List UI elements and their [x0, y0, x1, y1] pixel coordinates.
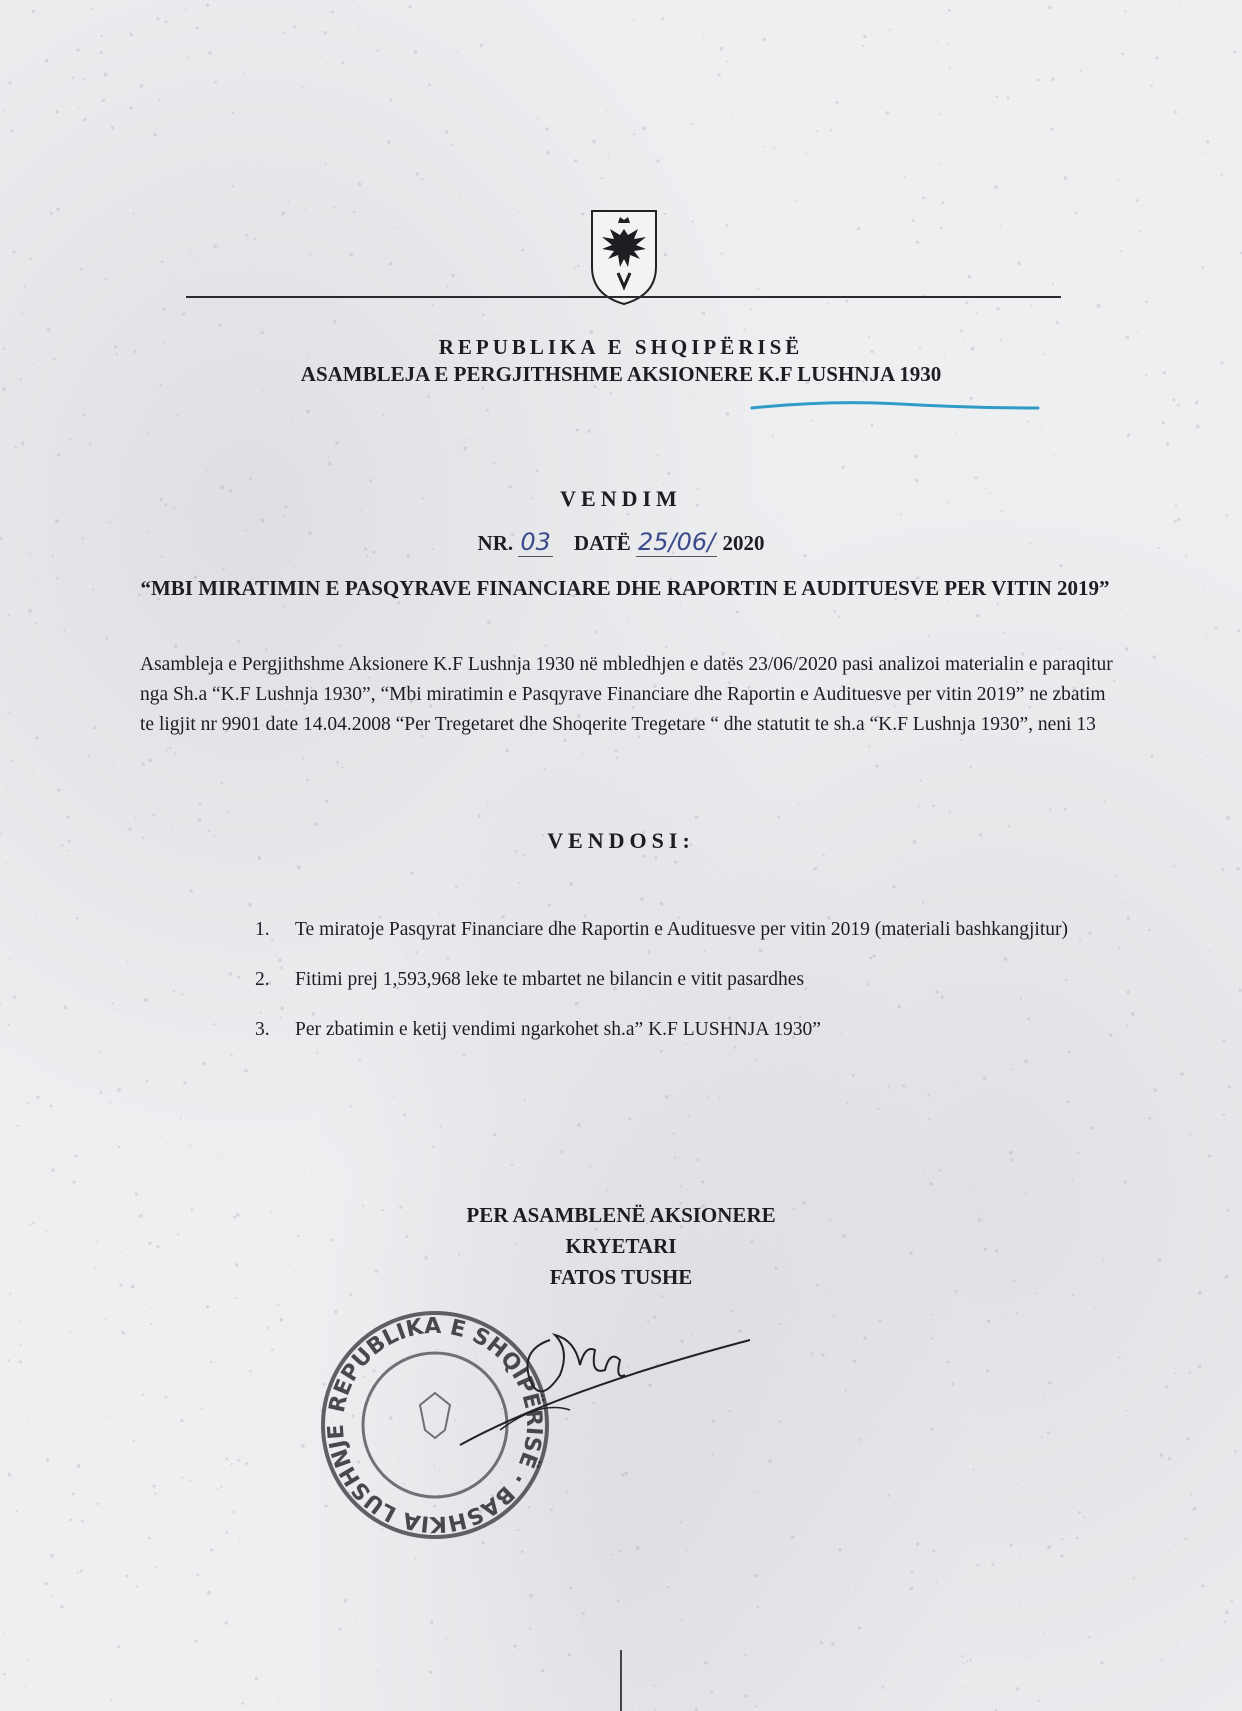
decisions-list — [255, 915, 1075, 1065]
decision-item-1 — [255, 915, 1075, 945]
date-handwritten: 25/06/ — [637, 528, 716, 556]
republic-title: REPUBLIKA E SHQIPËRISË — [438, 335, 804, 359]
preamble-paragraph: Asambleja e Pergjithshme Aksionere K.F Lushnja 1930 në mbledhjen e datës 23/06/2020 pasi analizoi materialin e paraqitur nga Sh.a “K.F Lushnja 1930”, “Mbi miratimin e Pasqyrave Financiare dhe Raportin e Audituesve per vitin 2019” ne zbatim te ligjit nr 9901 date 14.04.2008 “Per Tregetaret dhe Shoqerite Tregetare “ dhe statutit te sh.a “K.F Lushnja 1930”, neni 13 — [140, 654, 1113, 735]
decision-number: 2. — [255, 969, 270, 990]
signature-line-2: KRYETARI — [565, 1234, 677, 1258]
coat-of-arms-emblem — [588, 207, 660, 307]
signature-line-3: FATOS TUSHE — [549, 1265, 693, 1289]
decision-number: 3. — [255, 1019, 270, 1040]
svg-text:REPUBLIKA E SHQIPËRISË · BASHK: REPUBLIKA E SHQIPËRISË · BASHKIA LUSHNJE — [323, 1313, 547, 1537]
decision-text: Per zbatimin e ketij vendimi ngarkohet sh.a” K.F LUSHNJA 1930” — [295, 1019, 821, 1040]
signature-block — [0, 1200, 1242, 1293]
decision-number: 1. — [255, 919, 270, 940]
vendosi-heading: VENDOSI: — [547, 828, 695, 853]
decision-year: 2020 — [722, 531, 765, 555]
nr-label: NR. — [477, 531, 514, 555]
decision-item-3 — [255, 1015, 1075, 1045]
decision-text: Te miratoje Pasqyrat Financiare dhe Raportin e Audituesve per vitin 2019 (materiali bashkangjitur) — [295, 919, 1069, 940]
date-label: DATË — [573, 531, 631, 555]
decision-text: Fitimi prej 1,593,968 leke te mbartet ne bilancin e vitit pasardhes — [295, 969, 805, 990]
assembly-title: ASAMBLEJA E PERGJITHSHME AKSIONERE K.F LUSHNJA 1930 — [300, 362, 942, 386]
decision-number-line — [0, 528, 1242, 556]
decision-item-2 — [255, 965, 1075, 995]
handwritten-signature — [440, 1300, 760, 1450]
decision-title: VENDIM — [560, 486, 682, 511]
nr-handwritten: 03 — [520, 528, 551, 556]
decision-subject: “MBI MIRATIMIN E PASQYRAVE FINANCIARE DHE RAPORTIN E AUDITUESVE PER VITIN 2019” — [140, 576, 1110, 600]
signature-line-1: PER ASAMBLENË AKSIONERE — [466, 1203, 776, 1227]
pen-underline — [750, 398, 1040, 414]
header-rule — [186, 296, 1061, 298]
scan-edge-mark — [620, 1650, 622, 1711]
